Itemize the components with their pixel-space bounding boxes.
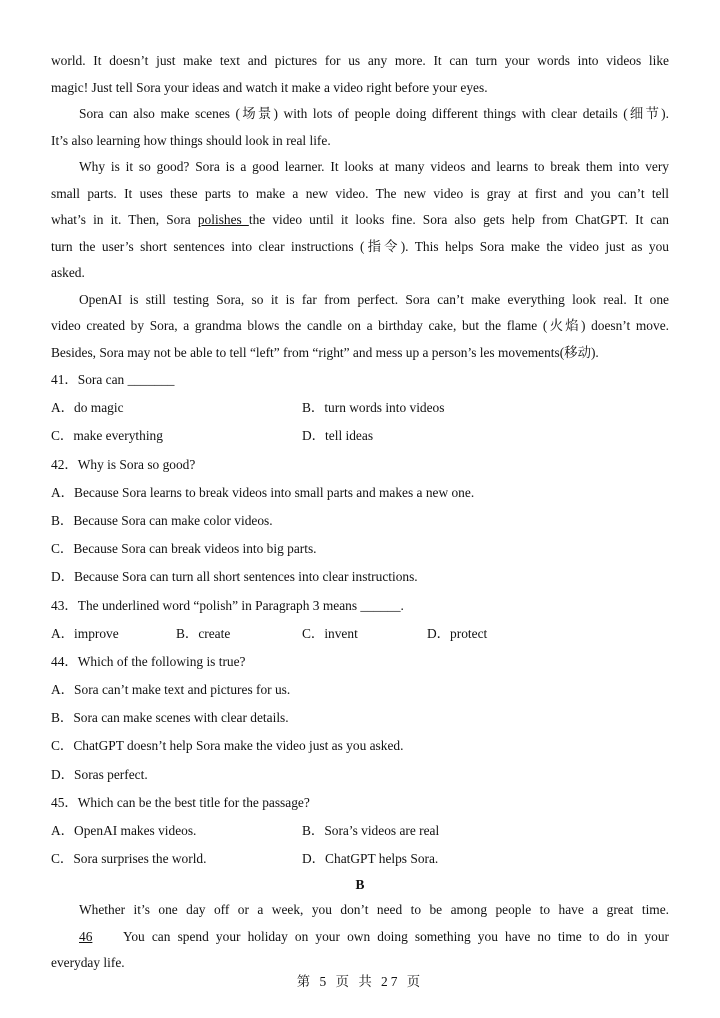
question-44-stem: 44．Which of the following is true? bbox=[51, 653, 246, 669]
question-45-options-row-2 bbox=[51, 845, 669, 873]
text-line: Sora can also make scenes (场景) with lots of people doing different things with clear details (细节). bbox=[79, 106, 669, 121]
page-content bbox=[51, 48, 669, 977]
question-42-stem: 42．Why is Sora so good? bbox=[51, 456, 196, 472]
passage-a-paragraph-1 bbox=[51, 48, 669, 101]
question-42-option-a[interactable]: A．Because Sora learns to break videos into small parts and makes a new one. bbox=[51, 484, 475, 500]
text-segment: the video until it looks fine. Sora also gets help from ChatGPT. It can bbox=[248, 212, 669, 227]
text-segment: You can spend your holiday on your own doing something you have no time to do in your bbox=[116, 928, 669, 944]
question-45-options-row-1 bbox=[51, 817, 669, 845]
text-line: Besides, Sora may not be able to tell “left” from “right” and mess up a person’s les movements(移动). bbox=[51, 344, 599, 360]
passage-a-paragraph-3 bbox=[51, 154, 669, 287]
blank-46[interactable]: 46 bbox=[79, 928, 93, 944]
text-line: Whether it’s one day off or a week, you don’t need to be among people to have a great time. bbox=[79, 902, 669, 918]
question-44-option-d[interactable]: D．Soras perfect. bbox=[51, 766, 148, 782]
text-line: small parts. It uses these parts to make a new video. The new video is gray at first and you can’t tell bbox=[51, 185, 669, 201]
passage-a-paragraph-4 bbox=[51, 287, 669, 367]
section-b-heading: B bbox=[355, 877, 365, 893]
text-line-with-underline bbox=[51, 207, 669, 234]
question-44-option-c[interactable]: C．ChatGPT doesn’t help Sora make the video just as you asked. bbox=[51, 738, 404, 754]
question-44-option-a[interactable]: A．Sora can’t make text and pictures for us. bbox=[51, 682, 291, 698]
question-41-options-row-1 bbox=[51, 394, 669, 422]
question-45-stem: 45．Which can be the best title for the passage? bbox=[51, 794, 310, 810]
question-43-option-a[interactable]: A．improve bbox=[51, 625, 119, 641]
page-footer: 第 5 页 共 27 页 bbox=[296, 974, 424, 989]
question-42-option-c[interactable]: C．Because Sora can break videos into big parts. bbox=[51, 541, 317, 557]
question-43-stem: 43．The underlined word “polish” in Paragraph 3 means ______. bbox=[51, 597, 404, 613]
question-43-options-row bbox=[51, 620, 669, 648]
question-44-option-b[interactable]: B．Sora can make scenes with clear details. bbox=[51, 710, 289, 726]
question-42-option-d[interactable]: D．Because Sora can turn all short sentences into clear instructions. bbox=[51, 569, 418, 585]
question-43-option-d[interactable]: D．protect bbox=[427, 625, 488, 641]
text-line: magic! Just tell Sora your ideas and watch it make a video right before your eyes. bbox=[51, 79, 488, 95]
text-line: OpenAI is still testing Sora, so it is far from perfect. Sora can’t make everything look real. It one bbox=[79, 291, 669, 307]
question-41-option-a[interactable]: A．do magic bbox=[51, 400, 124, 416]
text-line: everyday life. bbox=[51, 955, 125, 971]
question-45-option-c[interactable]: C．Sora surprises the world. bbox=[51, 851, 207, 867]
passage-a-paragraph-2 bbox=[51, 101, 669, 154]
underlined-word-polishes: polishes bbox=[197, 212, 249, 227]
text-line: world. It doesn’t just make text and pictures for us any more. It can turn your words into videos like bbox=[51, 53, 669, 68]
question-43-option-c[interactable]: C．invent bbox=[302, 625, 358, 641]
question-45-option-d[interactable]: D．ChatGPT helps Sora. bbox=[302, 851, 439, 867]
question-42-option-b[interactable]: B．Because Sora can make color videos. bbox=[51, 512, 273, 528]
text-line: It’s also learning how things should look in real life. bbox=[51, 132, 331, 148]
question-41-options-row-2 bbox=[51, 422, 669, 450]
question-45-option-a[interactable]: A．OpenAI makes videos. bbox=[51, 823, 197, 838]
question-41-option-b[interactable]: B．turn words into videos bbox=[302, 400, 445, 416]
section-b-paragraph bbox=[51, 897, 669, 977]
text-line: video created by Sora, a grandma blows the candle on a birthday cake, but the flame (火焰) doesn’t move. bbox=[51, 318, 669, 333]
question-43-option-b[interactable]: B．create bbox=[176, 625, 231, 641]
text-line: turn the user’s short sentences into clear instructions (指令). This helps Sora make the video just as you bbox=[51, 238, 669, 254]
text-line: asked. bbox=[51, 265, 85, 280]
text-line: Why is it so good? Sora is a good learner. It looks at many videos and learns to break them into very bbox=[79, 159, 669, 174]
question-45-option-b[interactable]: B．Sora’s videos are real bbox=[302, 823, 440, 838]
question-41-stem: 41．Sora can _______ bbox=[51, 372, 175, 387]
text-segment: what’s in it. Then, Sora bbox=[51, 212, 198, 227]
question-41-option-c[interactable]: C．make everything bbox=[51, 428, 163, 444]
text-line-with-blank bbox=[51, 924, 669, 951]
question-41-option-d[interactable]: D．tell ideas bbox=[302, 428, 374, 444]
